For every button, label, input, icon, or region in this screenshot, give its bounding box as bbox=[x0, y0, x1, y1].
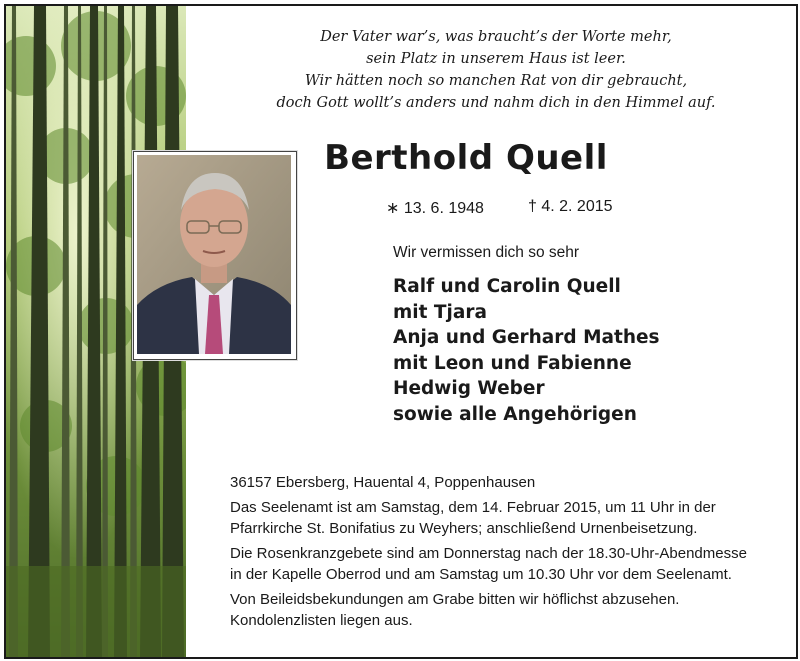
rosary-line: in der Kapelle Oberrod und am Samstag um 10.30 Uhr vor dem Seelenamt. bbox=[230, 566, 732, 583]
condolence-notice bbox=[230, 589, 780, 631]
mourner-line: Hedwig Weber bbox=[393, 378, 545, 399]
requiem-notice bbox=[230, 497, 780, 539]
mourning-intro: Wir vermissen dich so sehr bbox=[393, 244, 580, 261]
rosary-notice bbox=[230, 543, 780, 585]
condolence-line: Kondolenzlisten liegen aus. bbox=[230, 612, 413, 629]
requiem-line: Pfarrkirche St. Bonifatius zu Weyhers; anschließend Urnenbeisetzung. bbox=[230, 520, 698, 537]
portrait-photo bbox=[133, 151, 297, 360]
birth-date: ∗ 13. 6. 1948 bbox=[386, 200, 484, 217]
mourner-line: mit Leon und Fabienne bbox=[393, 352, 632, 374]
service-details bbox=[230, 472, 780, 635]
mourner-line: Ralf und Carolin Quell bbox=[393, 276, 621, 297]
poem-line: Wir hätten noch so manchen Rat von dir gebraucht, bbox=[304, 73, 688, 89]
mourner-line: mit Tjara bbox=[393, 301, 487, 323]
poem-line: doch Gott wollt’s anders und nahm dich in den Himmel auf. bbox=[276, 95, 716, 111]
rosary-line: Die Rosenkranzgebete sind am Donnerstag nach der 18.30-Uhr-Abendmesse bbox=[230, 545, 747, 562]
mourners-list bbox=[393, 274, 660, 427]
poem-line: Der Vater war’s, was braucht’s der Worte mehr, bbox=[320, 29, 672, 45]
deceased-name: Berthold Quell bbox=[324, 138, 608, 178]
condolence-line: Von Beileidsbekundungen am Grabe bitten wir höflichst abzusehen. bbox=[230, 591, 680, 608]
address: 36157 Ebersberg, Hauental 4, Poppenhausen bbox=[230, 474, 536, 491]
requiem-line: Das Seelenamt ist am Samstag, dem 14. Februar 2015, um 11 Uhr in der bbox=[230, 499, 716, 516]
obituary-card bbox=[4, 4, 798, 659]
death-date: † 4. 2. 2015 bbox=[528, 198, 613, 215]
poem bbox=[216, 26, 776, 114]
poem-line: sein Platz in unserem Haus ist leer. bbox=[366, 51, 626, 67]
mourner-line: sowie alle Angehörigen bbox=[393, 403, 637, 425]
mourner-line: Anja und Gerhard Mathes bbox=[393, 327, 660, 348]
